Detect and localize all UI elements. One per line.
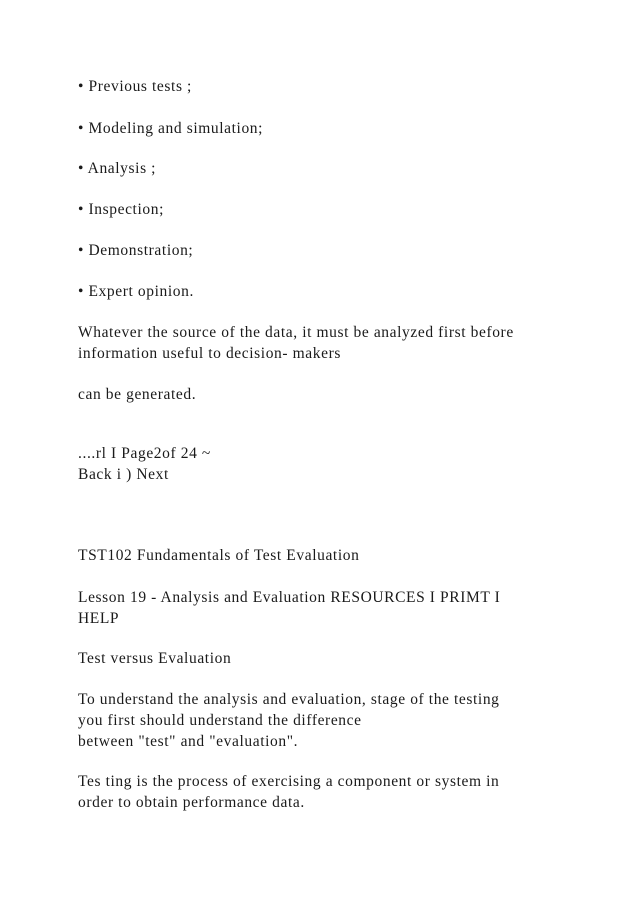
bullet-analysis: • Analysis ; xyxy=(78,160,157,177)
bullet-modeling-simulation: • Modeling and simulation; xyxy=(78,120,264,137)
paragraph-testing-line1: Tes ting is the process of exercising a component or system in xyxy=(78,773,500,790)
course-title: TST102 Fundamentals of Test Evaluation xyxy=(78,547,360,564)
page-indicator: ....rl I Page2of 24 ~ xyxy=(78,445,211,462)
lesson-header-line2: HELP xyxy=(78,610,120,627)
bullet-previous-tests: • Previous tests ; xyxy=(78,78,192,95)
bullet-inspection: • Inspection; xyxy=(78,201,164,218)
paragraph-data-source-line1: Whatever the source of the data, it must be analyzed first before xyxy=(78,324,514,341)
lesson-header-line1: Lesson 19 - Analysis and Evaluation RESOURCES I PRIMT I xyxy=(78,589,501,606)
paragraph-data-source-line2: information useful to decision- makers xyxy=(78,345,341,362)
paragraph-testing-line2: order to obtain performance data. xyxy=(78,794,305,811)
paragraph-understand-line2: you first should understand the difference xyxy=(78,712,362,729)
bullet-demonstration: • Demonstration; xyxy=(78,242,194,259)
bullet-expert-opinion: • Expert opinion. xyxy=(78,283,194,300)
paragraph-understand-line1: To understand the analysis and evaluation, stage of the testing xyxy=(78,691,500,708)
paragraph-data-source-line3: can be generated. xyxy=(78,386,197,403)
paragraph-understand-line3: between "test" and "evaluation". xyxy=(78,733,299,750)
section-heading: Test versus Evaluation xyxy=(78,650,232,667)
back-next-nav[interactable]: Back i ) Next xyxy=(78,466,169,483)
